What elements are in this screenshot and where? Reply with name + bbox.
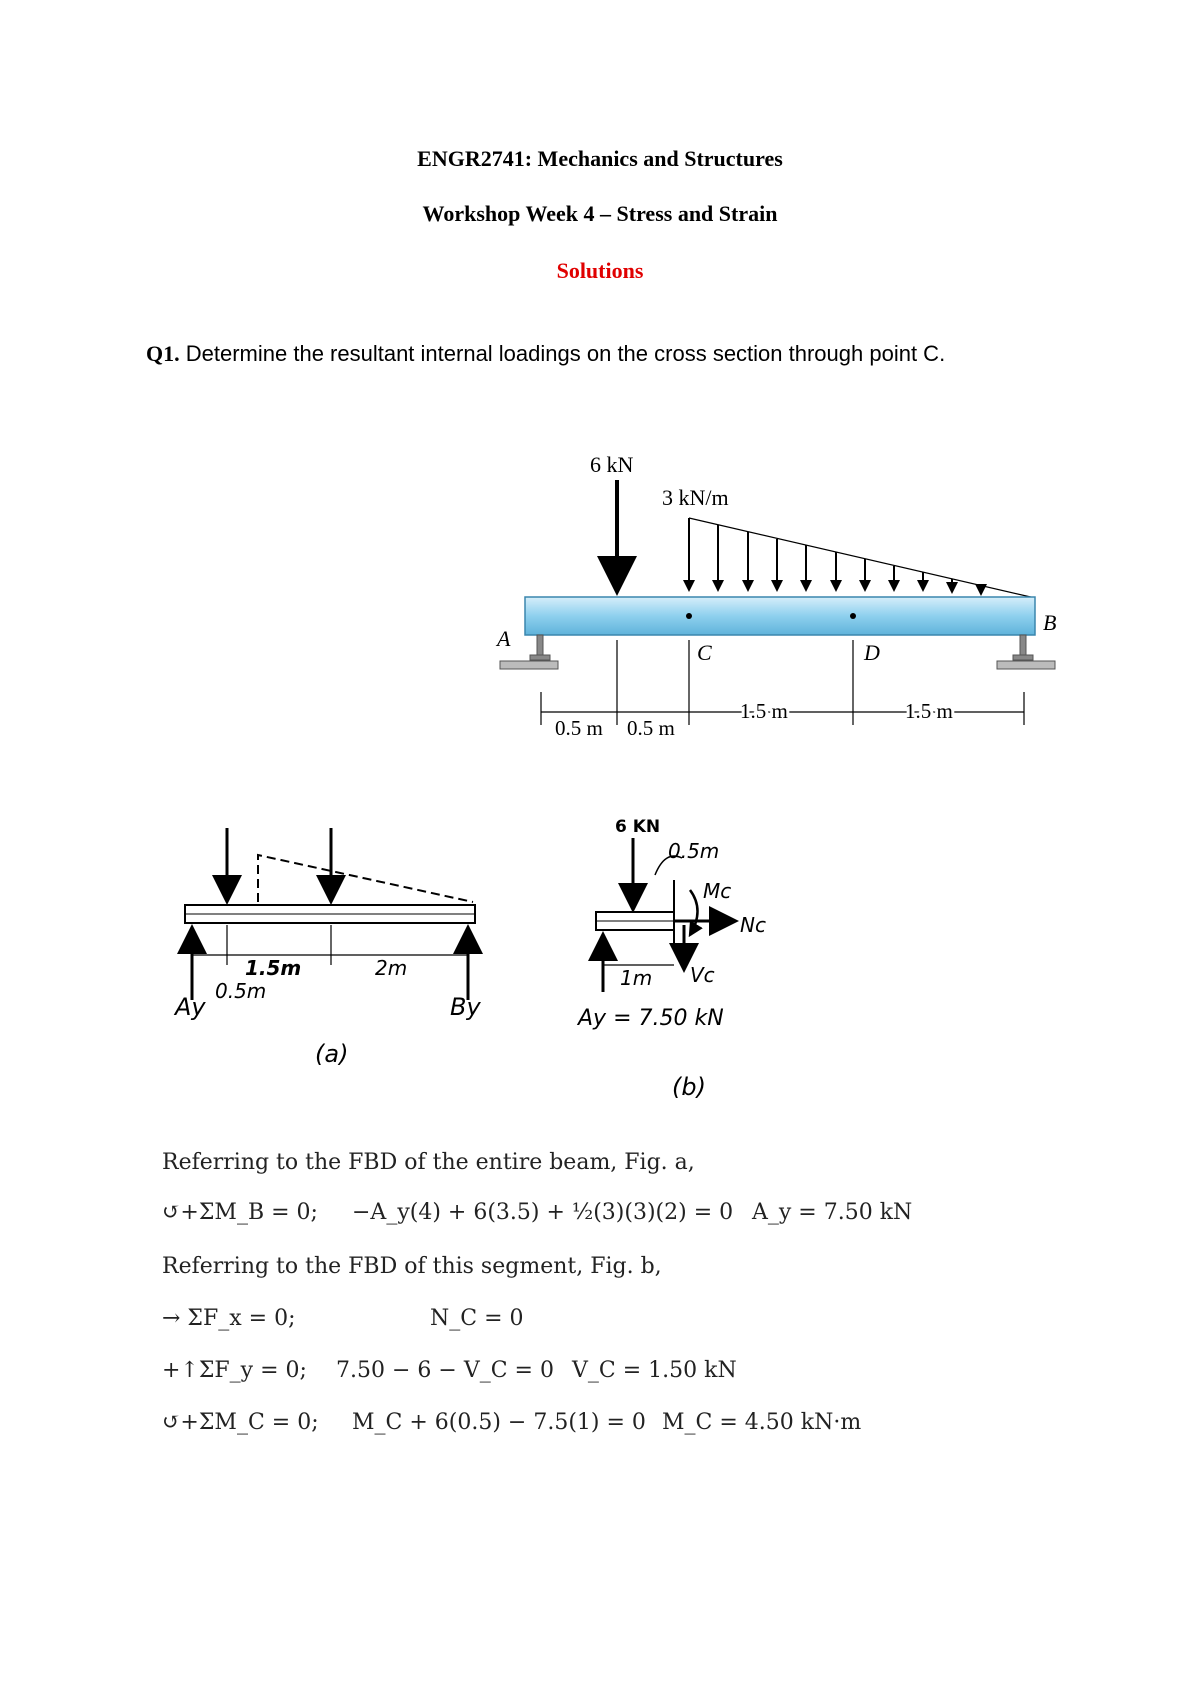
dim-3: 1.5 m	[740, 699, 788, 723]
label-b: B	[1043, 610, 1057, 635]
fbd-a-dim-15: 1.5m	[245, 956, 302, 980]
dim-4: 1.5 m	[905, 699, 953, 723]
fbd-a-dim-2: 2m	[375, 956, 408, 980]
fbd-b-mc: Mc	[703, 879, 732, 903]
solution-line-3: Referring to the FBD of this segment, Fig. b,	[162, 1254, 662, 1279]
fbd-a-triangle	[258, 855, 473, 902]
solution-line-4-label: → ΣF_x = 0;	[162, 1306, 296, 1331]
main-beam-figure	[495, 452, 1056, 740]
solution-line-2-eq: −A_y(4) + 6(3.5) + ½(3)(3)(2) = 0	[352, 1200, 734, 1225]
fbd-b-dim-1: 1m	[620, 966, 653, 990]
point-load-label: 6 kN	[590, 452, 634, 477]
fbd-b-mc-arc	[690, 890, 698, 935]
fbd-b-ay: Ay = 7.50 kN	[578, 1006, 724, 1031]
label-c: C	[697, 640, 712, 665]
point-d-dot	[850, 613, 856, 619]
label-d: D	[864, 640, 880, 665]
fbd-a-by: By	[450, 993, 481, 1021]
fbd-b-load-label: 6 KN	[615, 817, 661, 837]
label-a: A	[497, 626, 511, 651]
solution-line-5-eq: 7.50 − 6 − V_C = 0	[336, 1358, 554, 1383]
dist-load-top	[689, 518, 1035, 598]
dist-load-arrows	[689, 518, 981, 594]
solution-line-1: Referring to the FBD of the entire beam, Fig. a,	[162, 1150, 695, 1175]
dim-2: 0.5 m	[627, 716, 675, 740]
beam	[525, 597, 1035, 635]
fbd-a-caption: (a)	[315, 1040, 349, 1068]
solution-line-5-label: +↑ΣF_y = 0;	[162, 1358, 307, 1383]
question-number: Q1.	[146, 341, 180, 366]
question-text: Determine the resultant internal loadings on the cross section through point C.	[185, 341, 946, 366]
point-c-dot	[686, 613, 692, 619]
fbd-b-nc: Nc	[740, 913, 766, 937]
fbd-figure-a	[173, 828, 481, 1068]
solution-line-2-label: ↺+ΣM_B = 0;	[162, 1200, 318, 1225]
course-title: ENGR2741: Mechanics and Structures	[417, 146, 783, 171]
solution-line-4-eq: N_C = 0	[430, 1306, 524, 1331]
fbd-a-dim-05: 0.5m	[215, 979, 267, 1003]
solution-line-6-result: M_C = 4.50 kN·m	[662, 1410, 862, 1435]
dist-load-label: 3 kN/m	[662, 485, 729, 510]
fbd-a-ay: Ay	[175, 993, 206, 1021]
solution-line-6-eq: M_C + 6(0.5) − 7.5(1) = 0	[352, 1410, 646, 1435]
workshop-title: Workshop Week 4 – Stress and Strain	[422, 201, 778, 226]
solutions-label: Solutions	[556, 258, 644, 283]
fbd-figure-b	[576, 817, 766, 1101]
dim-1: 0.5 m	[555, 716, 603, 740]
solution-line-2-result: A_y = 7.50 kN	[752, 1200, 913, 1225]
fbd-b-dim-05: 0.5m	[668, 839, 720, 863]
support-b	[997, 635, 1055, 669]
solution-line-6-label: ↺+ΣM_C = 0;	[162, 1410, 319, 1435]
fbd-b-vc: Vc	[690, 963, 715, 987]
solution-line-5-result: V_C = 1.50 kN	[572, 1358, 737, 1383]
fbd-b-caption: (b)	[672, 1073, 706, 1101]
